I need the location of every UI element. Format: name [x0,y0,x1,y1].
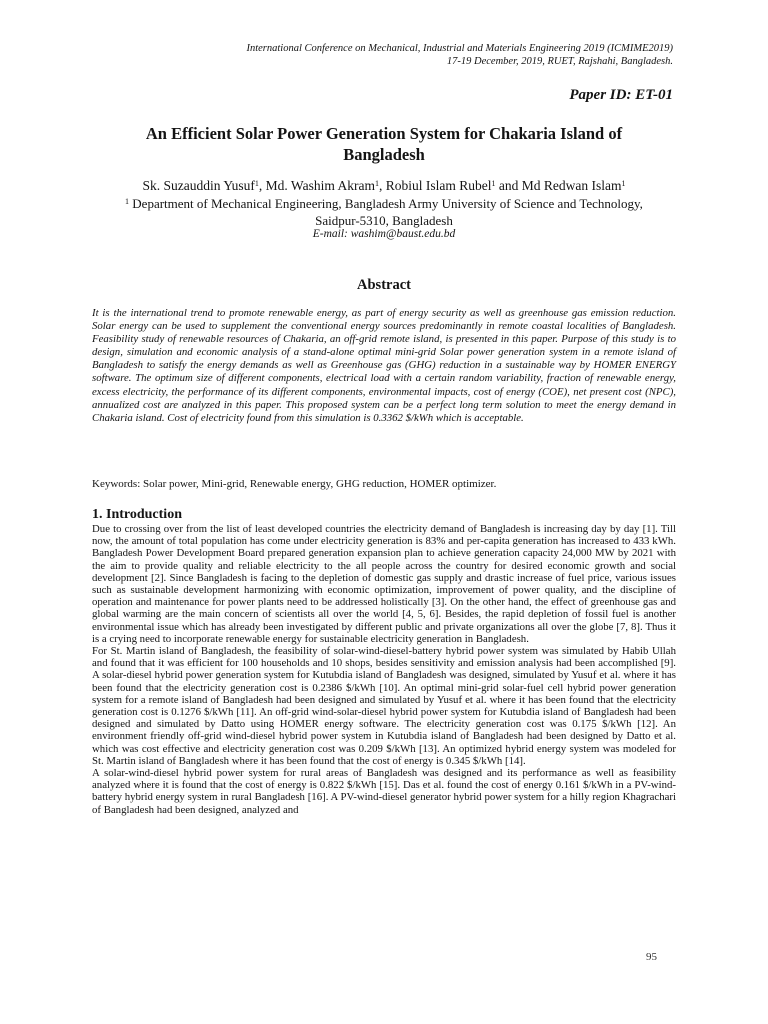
author-separator: , [378,178,386,193]
author-affiliation-mark: 1 [491,179,496,188]
affiliation-line-2: Saidpur-5310, Bangladesh [315,213,453,228]
body-paragraph: For St. Martin island of Bangladesh, the feasibility of solar-wind-diesel-battery hybrid power system was simulated by Habib Ullah and found that it was efficient for 100 households and 10 shops, besides sensitivity and emission analysis had been accomplished [9]. A solar-diesel hybrid power generation system for Kutubdia island of Bangladesh was designed, simulated by Yusuf et al. where it has been found that the electricity generation cost is 0.2386 $/kWh [10]. An optimal mini-grid solar-fuel cell hybrid power generation system for a remote island of Bangladesh had been designed and simulated by Yusuf et al. where it has been found that the electricity generation cost is 0.1276 $/kWh [11]. An off-grid wind-solar-diesel hybrid power system for Kutubdia island of Bangladesh had been designed and simulated by Datto using HOMER energy software. The electricity generation cost was 0.175 $/kWh [12]. An environment friendly off-grid wind-diesel hybrid power system in Kutubdia island of Bangladesh had been designed by Datto et al. which was cost effective and electricity generation cost was 0.209 $/kWh [13]. An optimized hybrid energy system was modeled for St. Martin island of Bangladesh where it has been found that the cost of energy is 0.345 $/kWh [14]. [92,645,676,767]
paper-title [100,123,668,165]
author-separator: and [495,178,522,193]
author-name: Sk. Suzauddin Yusuf [142,178,255,193]
introduction-body [92,523,676,816]
author-name: Md Redwan Islam [521,178,622,193]
conference-line-1: International Conference on Mechanical, Industrial and Materials Engineering 2019 (ICMIME2019) [246,43,673,54]
section-heading-introduction: 1. Introduction [92,507,182,522]
author-affiliation-mark: 1 [254,179,259,188]
paper-id: Paper ID: ET-01 [569,87,673,103]
affiliation [70,195,698,229]
abstract-text: It is the international trend to promote renewable energy, as part of energy security as well as greenhouse gas emission reduction. Solar energy can be used to supplement the conventional energy sources predominantly in remote coastal localities of Bangladesh. Feasibility study of renewable resources of Chakaria, an off-grid remote island, is presented in this paper. Purpose of this study is to design, simulation and economic analysis of a stand-alone optimal mini-grid Solar power generation system in a remote island of Bangladesh to satisfy the energy demands as well as Greenhouse gas (GHG) reduction in a sustainable way by HOMER ENERGY software. The optimum size of different components, electrical load with a certain random variability, fraction of renewable energy, excess electricity, the performance of its different components, environmental impacts, cost of energy (COE), net present cost (NPC), annualized cost are analyzed in this paper. This proposed system can be a perfect long term solution to meet the energy demand in Chakaria island. Cost of electricity found from this simulation is 0.3362 $/kWh which is acceptable. [92,307,676,424]
paper-title-line-2: Bangladesh [343,145,425,164]
author-name: Md. Washim Akram [265,178,375,193]
author-list [60,177,708,195]
page-number: 95 [646,951,657,963]
conference-header [120,42,673,68]
author-name: Robiul Islam Rubel [385,178,492,193]
body-paragraph: A solar-wind-diesel hybrid power system for rural areas of Bangladesh was designed and its performance as well as feasibility analyzed where it is found that the cost of energy is 0.822 $/kWh [15]. Das et al. found the cost of energy 0.161 $/kWh in a PV-wind-battery hybrid energy system in rural Bangladesh [16]. A PV-wind-diesel generator hybrid power system for a hilly region Khagrachari of Bangladesh had been designed, analyzed and [92,767,676,816]
author-affiliation-mark: 1 [621,179,626,188]
affiliation-mark: 1 [125,197,130,206]
conference-line-2: 17-19 December, 2019, RUET, Rajshahi, Bangladesh. [446,56,673,67]
author-affiliation-mark: 1 [374,179,379,188]
abstract-heading: Abstract [357,277,411,293]
contact-email: E-mail: washim@baust.edu.bd [312,228,456,240]
author-separator: , [258,178,266,193]
affiliation-line-1: Department of Mechanical Engineering, Bangladesh Army University of Science and Technology, [129,196,643,211]
body-paragraph: Due to crossing over from the list of least developed countries the electricity demand of Bangladesh is increasing day by day [1]. Till now, the amount of total population has come under electricity generation is 83% and per-capita generation has increased to 433 kWh. Bangladesh Power Development Board prepared generation expansion plan to achieve generation capacity 24,000 MW by 2021 with the aim to provide quality and reliable electricity to the all people across the country for desired economic growth and social development [2]. Since Bangladesh is facing to the depletion of domestic gas supply and drastic increase of fuel price, various issues such as sustainable development harmonizing with economic optimization, improvement of power quality, and the discipline of operation and maintenance for power plants need to be addressed holistically [3]. On the other hand, the effect of greenhouse gas and global warming are the main concern of scientists all over the world [4, 5, 6]. Besides, the rapid depletion of fossil fuel is another environmental issue which has already been investigated by different public and private organizations all over the globe [7, 8]. Thus it is a crying need to incorporate renewable energy for sustainable electricity generation in Bangladesh. [92,523,676,645]
keywords: Keywords: Solar power, Mini-grid, Renewable energy, GHG reduction, HOMER optimizer. [92,478,497,490]
paper-title-line-1: An Efficient Solar Power Generation System for Chakaria Island of [145,124,623,143]
